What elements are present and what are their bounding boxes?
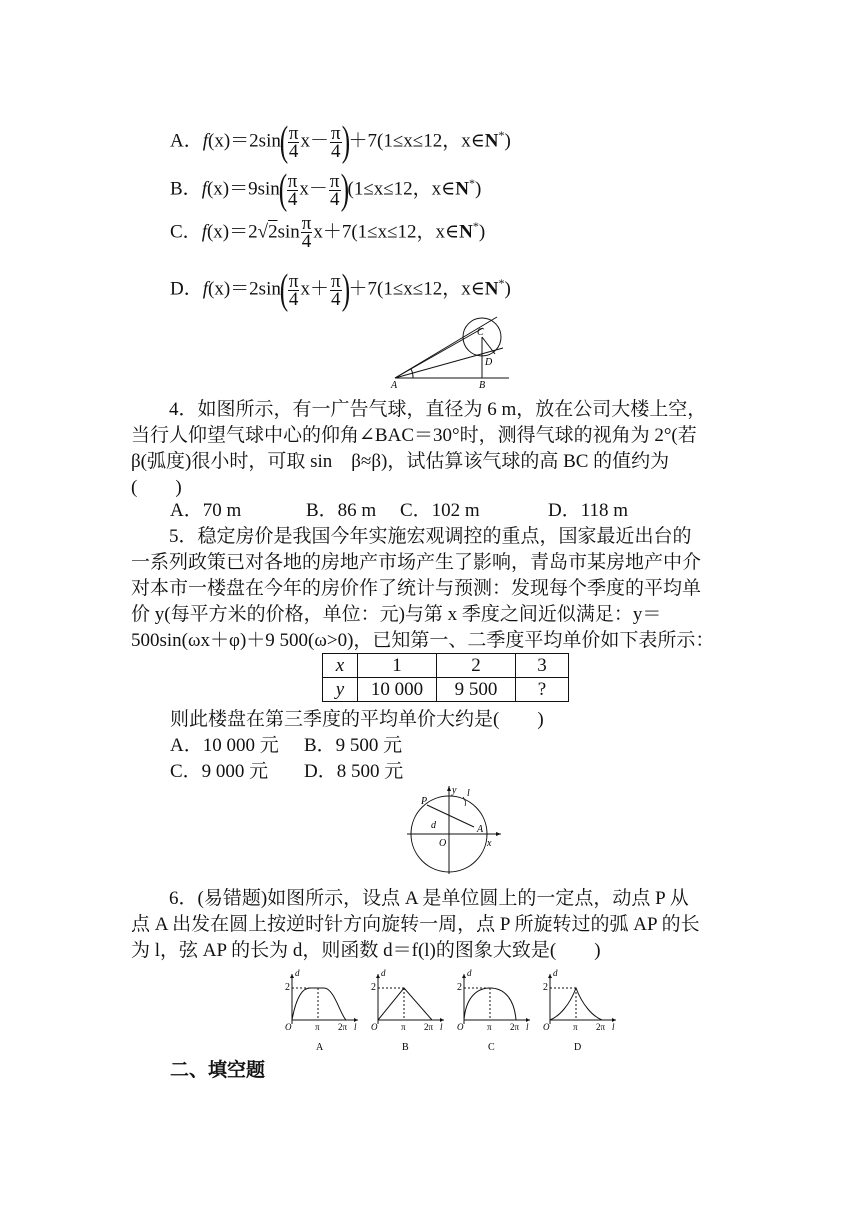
svg-text:π: π <box>573 1022 578 1032</box>
q5-question: 则此楼盘在第三季度的平均单价大约是( ) <box>170 709 544 730</box>
q5-option-b: B．9 500 元 <box>304 735 403 756</box>
q3-option-d: D．f(x)＝2sin( $\frac{\pi}{4}$ x＋ $\frac{\pi}{4}$ )＋7(1≤x≤12，x∈N*) <box>170 267 511 313</box>
svg-text:π: π <box>315 1022 320 1032</box>
label-d: D <box>485 357 493 368</box>
q5-option-a: A．10 000 元 <box>170 735 279 756</box>
svg-text:d: d <box>467 968 472 978</box>
svg-text:d: d <box>381 968 386 978</box>
graph-a <box>285 968 358 1053</box>
graph-c <box>457 968 530 1053</box>
svg-text:l: l <box>526 1022 529 1032</box>
svg-text:O: O <box>439 838 447 849</box>
svg-text:O: O <box>457 1022 464 1032</box>
graph-b <box>371 968 444 1053</box>
svg-text:2: 2 <box>543 982 548 993</box>
table-row: x 1 2 3 <box>323 654 569 678</box>
q4-line-4: ( ) <box>131 477 182 498</box>
q4-line-2: 当行人仰望气球中心的仰角∠BAC＝30°时，测得气球的视角为 2°(若 <box>131 425 697 446</box>
answer-graphs <box>280 968 620 1058</box>
section-heading: 二、填空题 <box>170 1060 266 1081</box>
svg-text:P: P <box>421 796 428 807</box>
svg-text:2π: 2π <box>510 1022 520 1032</box>
q6-line-1: 6．(易错题)如图所示，设点 A 是单位圆上的一定点，动点 P 从 <box>169 888 689 909</box>
svg-text:O: O <box>285 1022 292 1032</box>
svg-text:π: π <box>401 1022 406 1032</box>
q6-line-3: 为 l，弦 AP 的长为 d，则函数 d＝f(l)的图象大致是( ) <box>131 940 601 961</box>
q5-line-1: 5．稳定房价是我国今年实施宏观调控的重点，国家最近出台的 <box>169 526 692 547</box>
svg-text:O: O <box>371 1022 378 1032</box>
q4-line-1: 4．如图所示，有一广告气球，直径为 6 m，放在公司大楼上空， <box>169 399 707 420</box>
svg-text:B: B <box>402 1042 409 1053</box>
svg-text:O: O <box>543 1022 550 1032</box>
svg-text:2π: 2π <box>596 1022 606 1032</box>
svg-text:l: l <box>612 1022 615 1032</box>
q5-option-d: D．8 500 元 <box>304 761 404 782</box>
svg-text:d: d <box>295 968 300 978</box>
svg-text:2π: 2π <box>338 1022 348 1032</box>
q5-option-c: C．9 000 元 <box>170 761 269 782</box>
q4-option-d: D．118 m <box>548 500 629 521</box>
q5-line-3: 对本市一楼盘在今年的房价作了统计与预测：发现每个季度的平均单 <box>131 578 702 599</box>
table-row: y 10 000 9 500 ? <box>323 678 569 702</box>
q3-option-c: C．f(x)＝2√2sin $\frac{\pi}{4}$ x＋7(1≤x≤12，x∈N*) <box>170 213 486 253</box>
q4-option-a: A．70 m <box>170 500 242 521</box>
q5-line-5: 500sin(ωx＋φ)＋9 500(ω>0)，已知第一、二季度平均单价如下表所示： <box>131 630 715 651</box>
svg-text:π: π <box>487 1022 492 1032</box>
balloon-figure <box>385 310 515 390</box>
q5-line-2: 一系列政策已对各地的房地产市场产生了影响，青岛市某房地产中介 <box>131 552 702 573</box>
q5-line-4: 价 y(每平方米的价格，单位：元)与第 x 季度之间近似满足：y＝ <box>131 604 662 625</box>
svg-text:d: d <box>553 968 558 978</box>
label-b: B <box>479 380 486 390</box>
q4-option-c: C．102 m <box>400 500 480 521</box>
q3-option-b: B．f(x)＝9sin( $\frac{\pi}{4}$ x－ $\frac{\pi}{4}$ )(1≤x≤12，x∈N*) <box>170 167 482 213</box>
svg-text:l: l <box>354 1022 357 1032</box>
svg-text:l: l <box>440 1022 443 1032</box>
svg-text:d: d <box>431 820 436 831</box>
q3-option-a: A．f(x)＝2sin( $\frac{\pi}{4}$ x－ $\frac{\pi}{4}$ )＋7(1≤x≤12，x∈N*) <box>170 119 511 165</box>
q6-line-2: 点 A 出发在圆上按逆时针方向旋转一周，点 P 所旋转过的弧 AP 的长 <box>131 914 700 935</box>
label-a: A <box>391 380 398 390</box>
svg-text:2: 2 <box>457 982 462 993</box>
svg-text:D: D <box>574 1042 582 1053</box>
svg-text:y: y <box>452 785 457 796</box>
q4-line-3: β(弧度)很小时，可取 sin β≈β)，试估算该气球的高 BC 的值约为 <box>131 451 670 472</box>
svg-text:A: A <box>477 824 484 835</box>
svg-text:x: x <box>487 838 492 849</box>
svg-text:l: l <box>467 788 470 799</box>
svg-text:2π: 2π <box>424 1022 434 1032</box>
q5-table <box>322 653 569 702</box>
svg-text:C: C <box>488 1042 495 1053</box>
graph-d <box>543 968 616 1053</box>
svg-text:A: A <box>316 1042 324 1053</box>
unit-circle-figure <box>405 782 505 877</box>
svg-text:2: 2 <box>285 982 290 993</box>
label-c: C <box>477 327 484 338</box>
svg-text:2: 2 <box>371 982 376 993</box>
q4-option-b: B．86 m <box>306 500 377 521</box>
